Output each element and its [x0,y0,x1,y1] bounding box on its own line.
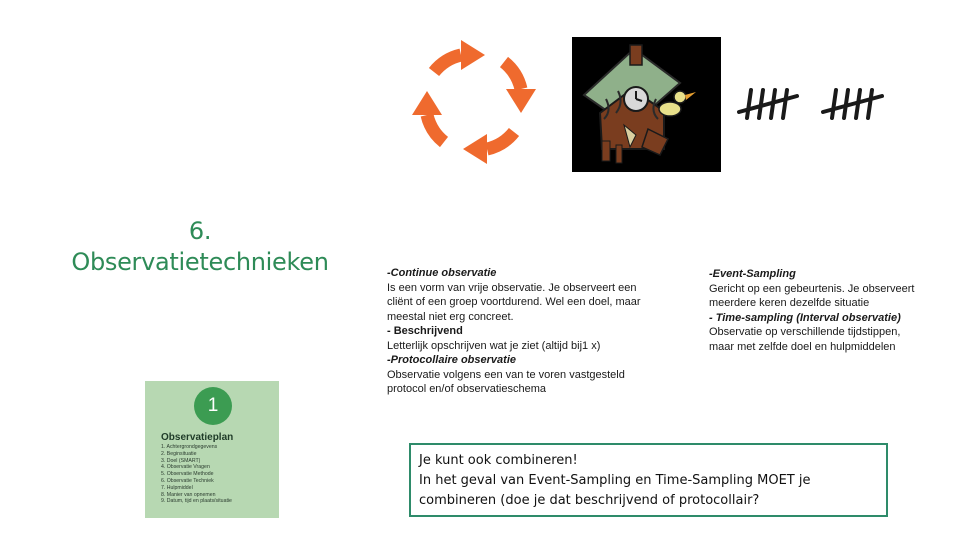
observation-plan-card [145,381,279,518]
continue-observation-text: Is een vorm van vrije observatie. Je observeert een cliënt of een groep voortdurend. Wel een doel, maar meestal niet erg concreet. [387,281,644,323]
note-line-3: combineren (doe je dat beschrijvend of protocollair? [419,493,760,508]
plan-step: 2. Beginsituatie [161,450,197,457]
plan-step: 5. Observatie Methode [161,471,214,478]
cuckoo-clock-icon [572,37,721,172]
slide-title-number: 6. [188,217,212,245]
descriptive-heading: - Beschrijvend [387,325,463,337]
continue-observation-heading: -Continue observatie [387,267,497,279]
right-text-column [709,267,919,354]
plan-step: 6. Observatie Techniek [161,477,214,484]
plan-step: 7. Hulpmiddel [161,484,193,491]
slide-title-text: Observatietechnieken [71,248,329,276]
circular-arrows-icon [405,33,543,171]
slide-title [55,216,345,278]
plan-step: 1. Achtergrondgegevens [161,444,218,450]
plan-step: 9. Datum, tijd en plaats/situatie [161,498,232,505]
descriptive-text: Letterlijk opschrijven wat je ziet (altijd bij1 x) [387,339,601,352]
note-line-1: Je kunt ook combineren! [419,453,578,468]
plan-step: 8. Manier van opnemen [161,491,216,498]
left-text-column [387,266,649,397]
event-sampling-text: Gericht op een gebeurtenis. Je observeert meerdere keren dezelfde situatie [709,282,918,309]
time-sampling-text: Observatie op verschillende tijdstippen, maar met zelfde doel en hulpmiddelen [709,326,904,353]
tally-marks-icon [737,82,887,128]
plan-number-badge: 1 [194,387,232,425]
protocol-observation-text: Observatie volgens een van te voren vastgesteld protocol en/of observatieschema [387,368,628,395]
protocol-observation-heading: -Protocollaire observatie [387,354,516,366]
time-sampling-heading: - Time-sampling (Interval observatie) [709,311,901,324]
combine-note-box [409,443,888,517]
plan-step: 4. Observatie Vragen [161,464,210,471]
plan-title: Observatieplan [161,432,234,443]
event-sampling-heading: -Event-Sampling [709,268,796,280]
plan-step: 3. Doel (SMART) [161,457,201,464]
plan-steps-list [161,444,232,505]
note-line-2: In het geval van Event-Sampling en Time-Sampling MOET je [419,473,811,488]
